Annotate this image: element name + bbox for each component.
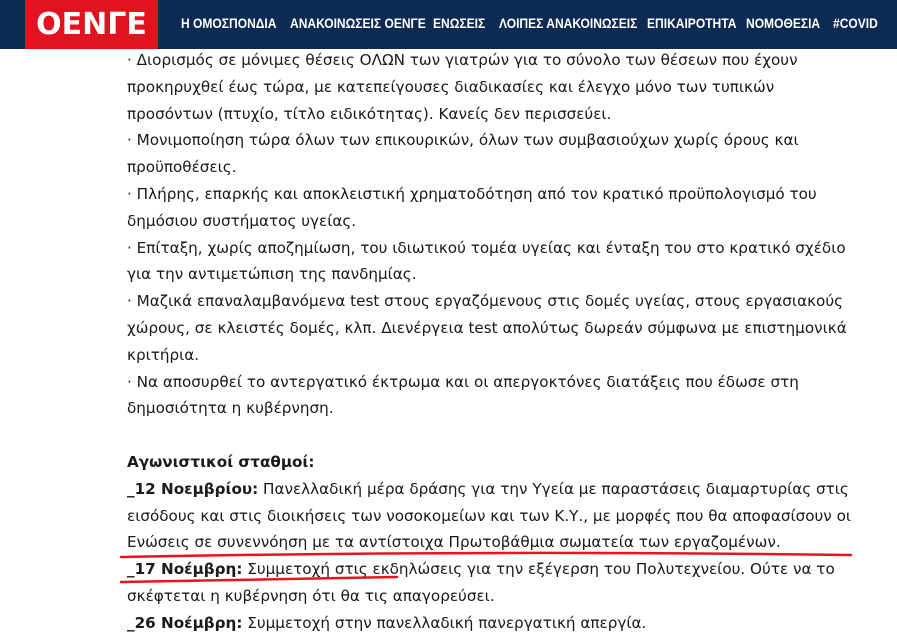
site-logo[interactable]: ΟΕΝΓΕ [25,0,158,49]
bullet-item: · Επίταξη, χωρίς αποζημίωση, του ιδιωτικού τομέα υγείας και ένταξη του στο κρατικό σχέδιο για την αντιμετώπιση της πανδημίας. [127,238,846,284]
nav-item-anakoinoseis-oenge[interactable]: ΑΝΑΚΟΙΝΩΣΕΙΣ ΟΕΝΓΕ [290,15,426,31]
milestone-text: Συμμετοχή στις εκδηλώσεις για την εξέγερση του Πολυτεχνείου. Ούτε να το σκέφτεται η κυβέρνηση ότι θα τις απαγορεύσει. [127,560,835,605]
nav-item-omospondia[interactable]: Η ΟΜΟΣΠΟΝΔΙΑ [181,15,277,31]
nav-item-nomothesia[interactable]: ΝΟΜΟΘΕΣΙΑ [746,15,821,31]
nav-item-loipes-anakoinoseis[interactable]: ΛΟΙΠΕΣ ΑΝΑΚΟΙΝΩΣΕΙΣ [499,15,638,31]
milestone-date: _12 Νοεμβρίου: [127,479,259,498]
milestone-text: Συμμετοχή στην πανελλαδική πανεργατική απεργία. [242,613,647,632]
milestones-heading: Αγωνιστικοί σταθμοί: [127,452,315,471]
bullet-item: · Πλήρης, επαρκής και αποκλειστική χρηματοδότηση από τον κρατικό προϋπολογισμό του δημόσιου συστήματος υγείας. [127,184,817,230]
bullet-item: · Μονιμοποίηση τώρα όλων των επικουρικών, όλων των συμβασιούχων χωρίς όρους και προϋποθέσεις. [127,131,799,177]
milestone-item [127,610,862,637]
milestone-item [127,476,862,556]
nav-item-epikairotita[interactable]: ΕΠΙΚΑΙΡΟΤΗΤΑ [647,15,737,31]
bullet-item: · Μαζικά επαναλαμβανόμενα test στους εργαζόμενους στις δομές υγείας, στους εργασιακούς χώρους, σε κλειστές δομές, κλπ. Διενέργεια test απολύτως δωρεάν σύμφωνα με επιστημονικά κριτήρια. [127,292,847,364]
milestone-date: _17 Νοέμβρη: [127,560,243,579]
bullet-item: · Να αποσυρθεί το αντεργατικό έκτρωμα και οι απεργοκτόνες διατάξεις που έδωσε στη δημοσιότητα η κυβέρνηση. [127,372,799,418]
article-body [127,47,862,637]
bullet-item: · Διορισμός σε μόνιμες θέσεις ΟΛΩΝ των γιατρών για το σύνολο των θέσεων που έχουν προκηρυχθεί έως τώρα, με κατεπείγουσες διαδικασίες και έλεγχο μόνο των τυπικών προσόντων (πτυχίο, τίτλο ειδικότητας). Κανείς δεν περισσεύει. [127,51,798,123]
milestone-text: Πανελλαδική μέρα δράσης για την Υγεία με παραστάσεις διαμαρτυρίας στις εισόδους και στις διοικήσεις των νοσοκομείων και των Κ.Υ., με μορφές που θα αποφασίσουν οι Ενώσεις σε συνεννόηση με τα αντίστοιχα Πρωτοβάθμια σωματεία των εργαζομένων. [127,479,852,552]
nav-item-covid[interactable]: #COVID [833,15,878,31]
milestone-date: _26 Νοέμβρη: [127,613,243,632]
top-navbar [0,0,897,49]
milestone-item-highlighted [127,556,862,610]
nav-item-enoseis[interactable]: ΕΝΩΣΕΙΣ [433,15,486,31]
